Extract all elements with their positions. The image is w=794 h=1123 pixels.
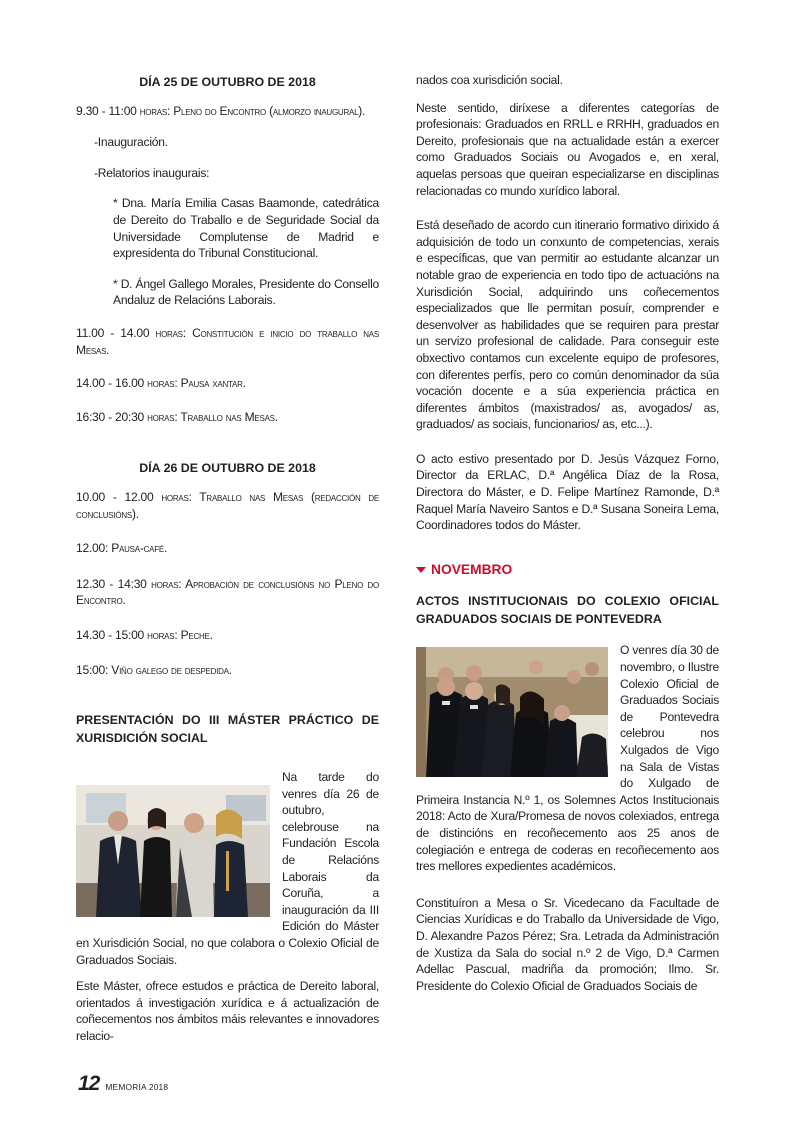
schedule-item — [76, 489, 379, 522]
schedule-desc: horas: Aprobación de conclusións no Pleno do Encontro. — [76, 576, 379, 608]
schedule-item — [76, 375, 379, 392]
schedule-time: 10.00 - 12.00 — [76, 489, 154, 504]
schedule-desc: horas: Traballo nas Mesas. — [147, 409, 278, 424]
schedule-time: 15:00: — [76, 663, 109, 678]
master-paragraph-3: Neste sentido, diríxese a diferentes categorías de profesionais: Graduados en RRLL e RRHH, graduados en Dereito, profesionais que na actualidade están a exercer como Graduados Sociais ou Avogados e, en xeral, aquelas persoas que queiran especializarse en disciplinas relacionadas co mundo xurídico laboral. — [416, 100, 719, 198]
page-footer — [78, 1072, 168, 1096]
schedule-desc: horas: Traballo nas Mesas (redacción de conclusións). — [76, 489, 379, 521]
section-title: ACTOS INSTITUCIONAIS DO COLEXIO OFICIAL GRADUADOS SOCIAIS DE PONTEVEDRA — [416, 594, 719, 627]
schedule-item — [76, 576, 379, 609]
schedule-item — [76, 540, 379, 557]
schedule-item — [76, 103, 379, 120]
schedule-time: 14.00 - 16.00 — [76, 376, 145, 391]
relatorios-item: -Relatorios inaugurais: — [94, 165, 210, 180]
left-column — [76, 72, 379, 1045]
schedule-time: 14.30 - 15:00 — [76, 627, 145, 642]
schedule-item — [76, 627, 379, 644]
page-number: 12 — [78, 1072, 100, 1095]
schedule-time: 11.00 - 14.00 — [76, 325, 150, 340]
group-photo-image — [76, 785, 270, 917]
day-heading: DÍA 26 DE OUTUBRO DE 2018 — [139, 461, 316, 476]
schedule-desc: horas: Pleno do Encontro (almorzo inaugural). — [139, 103, 366, 118]
schedule-desc: horas: Peche. — [147, 627, 213, 642]
schedule-item — [76, 409, 379, 426]
right-column — [416, 72, 719, 994]
master-paragraph-1: Na tarde do venres día 26 de outubro, celebrouse na Fundación Escola de Relacións Laborais da Coruña, a inauguración da III Edición do Máster en Xurisdición Social, no que colabora o Colexio Oficial de Graduados Sociais. — [76, 770, 379, 967]
schedule-time: 12.00: — [76, 541, 109, 556]
ceremony-paragraph-2: Constituíron a Mesa o Sr. Vicedecano da Facultade de Ciencias Xurídicas e do Traballo da Universidade de Vigo, D. Alexandre Pazos Pérez; Sra. Letrada da Administración de Xustiza da Sala do social n.º 2 de Vigo, D.ª Carmen Adellac Pascual, madriña da promoción; Ilmo. Sr. Presidente do Colexio Oficial de Graduados Sociais de — [416, 895, 719, 993]
section-title: PRESENTACIÓN DO III MÁSTER PRÁCTICO DE XURISDICIÓN SOCIAL — [76, 713, 379, 746]
footer-label: MEMORIA 2018 — [105, 1082, 169, 1092]
ceremony-photo — [416, 647, 608, 777]
schedule-item — [76, 662, 379, 679]
schedule-desc: Viño galego de despedida. — [111, 663, 232, 678]
ceremony-paragraph-1: O venres día 30 de novembro, o Ilustre Colexio Oficial de Graduados Sociais de Pontevedra celebrou nos Xulgados de Vigo na Sala de Vistas do Xulgado de Primeira Instancia N.º 1, os Solemnes Actos Institucionais 2018: Acto de Xura/Promesa de novos colexiados, entrega de distincións en recoñecemento aos 25 anos de colegiación e entrega de coderas en recoñecemento aos tres mellores expedientes académicos. — [416, 643, 719, 874]
master-continuation: nados coa xurisdición social. — [416, 73, 563, 87]
ceremony-photo-image — [416, 647, 608, 777]
master-photo — [76, 785, 270, 917]
schedule-time: 16:30 - 20:30 — [76, 409, 145, 424]
master-paragraph-4: Está deseñado de acordo cun itinerario formativo dirixido á adquisición de todo un conxunto de competencias, xerais e específicas, que van permitir ao estudante alcanzar un notable grao de experiencia en todo tipo de actuacións na Xurisdición Social, adquirindo uns coñecementos especializados que lle permitan posuír, comprender e desenvolver as habilidades que se requiren para prestar un servizo profesional de calidade. Para conseguir este obxectivo contamos cun excelente equipo de profesores, con diferentes perfís, pero co común denominador da súa vocación docente e a súa experiencia práctica en diferentes ámbitos (maxistrados/ as, avogados/ as, graduados/ as sociais, funcionarios/ as, etc...). — [416, 218, 719, 432]
master-paragraph-5: O acto estivo presentado por D. Jesús Vázquez Forno, Director da ERLAC, D.ª Angélica Díaz de la Rosa, Directora do Máster, e D. Felipe Martínez Ramonde, D.ª Raquel María Naveiro Santos e D.ª Susana Soneira Lema, Coordinadores todos do Máster. — [416, 451, 719, 533]
schedule-desc: Pausa-café. — [111, 541, 168, 556]
schedule-time: 9.30 - 11:00 — [76, 103, 137, 118]
schedule-desc: horas: Pausa xantar. — [147, 376, 246, 391]
day-heading: DÍA 25 DE OUTUBRO DE 2018 — [139, 75, 316, 89]
schedule-item — [76, 325, 379, 358]
triangle-down-icon — [416, 567, 426, 573]
speaker-item: * Dna. María Emilia Casas Baamonde, catedrática de Dereito do Traballo e de Seguridade Social da Universidade Complutense de Madrid e expresidenta do Tribunal Constitucional. — [113, 196, 379, 261]
master-paragraph-2: Este Máster, ofrece estudos e práctica de Dereito laboral, orientados á investigación xurídica e á actualización de coñecementos nos ámbitos máis relevantes e innovadores relacio- — [76, 979, 379, 1043]
inauguration-item: -Inauguración. — [94, 135, 168, 150]
speaker-item: * D. Ángel Gallego Morales, Presidente do Consello Andaluz de Relacións Laborais. — [113, 276, 379, 308]
month-heading — [416, 562, 719, 579]
schedule-desc: horas: Constitución e inicio do traballo nas Mesas. — [76, 325, 379, 357]
schedule-time: 12.30 - 14:30 — [76, 576, 147, 591]
month-label: NOVEMBRO — [431, 561, 513, 577]
